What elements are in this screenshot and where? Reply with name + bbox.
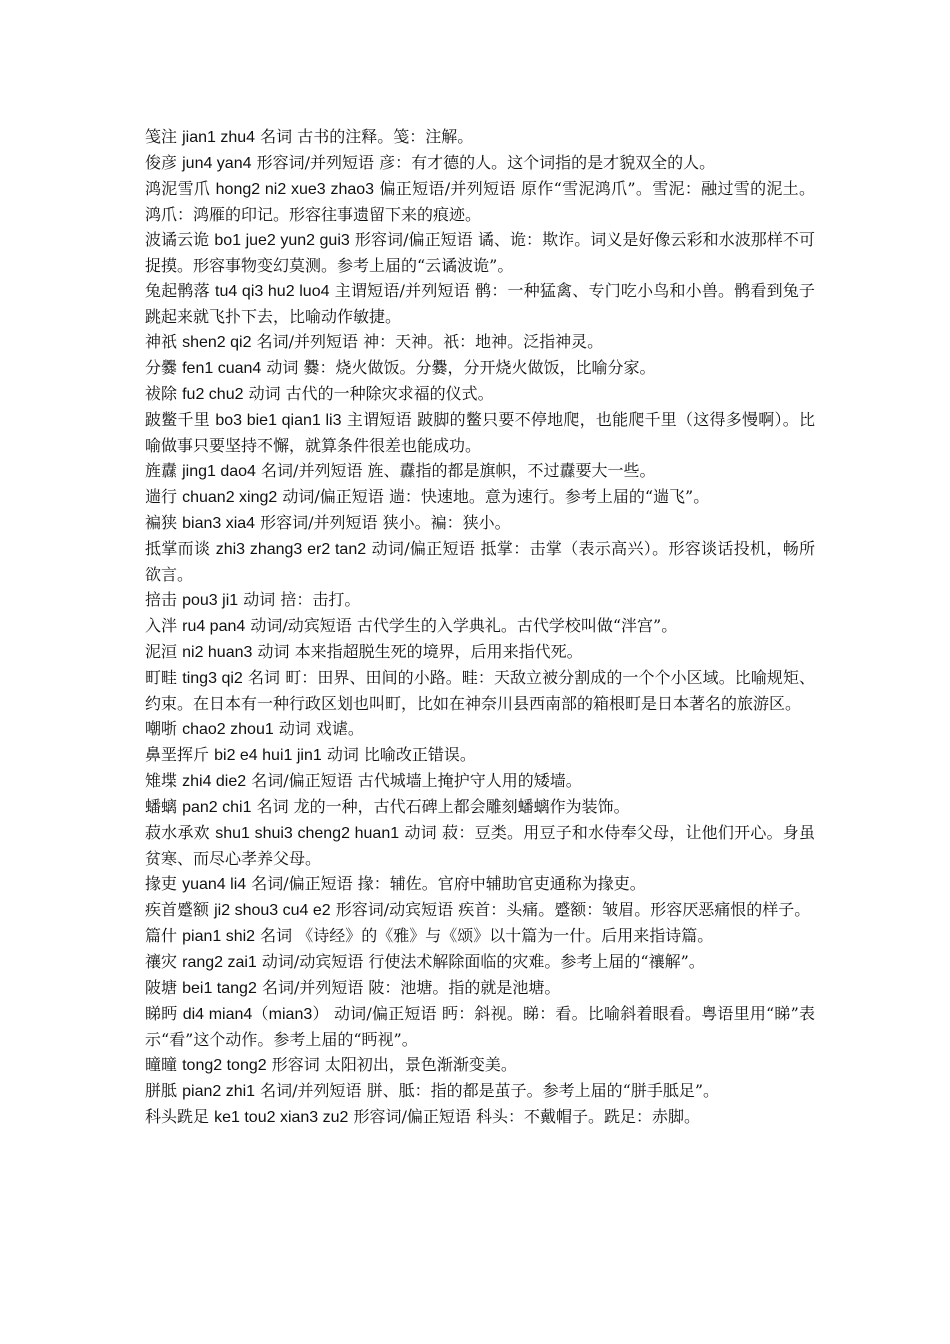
entry-pinyin: pan2 chi1 bbox=[182, 799, 252, 816]
entry-term: 科头跣足 bbox=[145, 1107, 210, 1126]
entry-definition: 形容词/动宾短语 疾首：头痛。蹙额：皱眉。形容厌恶痛恨的样子。 bbox=[335, 900, 811, 919]
entry-pinyin: shen2 qi2 bbox=[182, 334, 252, 351]
entry-definition: 名词 町：田界、田间的小路。畦：天敌立被分割成的一个个小区域。比喻规矩、约束。在日本有一种行政区划也叫町，比如在神奈川县西南部的箱根町是日本著名的旅游区。 bbox=[145, 668, 816, 713]
entry-term: 俊彦 bbox=[145, 153, 178, 172]
entry-term: 嘲哳 bbox=[145, 719, 178, 738]
glossary-entry bbox=[145, 1104, 815, 1130]
entry-definition: 形容词/并列短语 狭小。褊：狭小。 bbox=[260, 513, 511, 532]
entry-pinyin: tong2 tong2 bbox=[182, 1057, 267, 1074]
glossary-entry bbox=[145, 510, 815, 536]
entry-pinyin: tu4 qi3 hu2 luo4 bbox=[215, 283, 330, 300]
entry-pinyin: yuan4 li4 bbox=[182, 876, 247, 893]
entry-pinyin: chao2 zhou1 bbox=[182, 721, 274, 738]
entry-pinyin: chuan2 xing2 bbox=[182, 489, 278, 506]
entry-term: 篇什 bbox=[145, 926, 178, 945]
entry-pinyin: bei1 tang2 bbox=[182, 980, 257, 997]
glossary-entry bbox=[145, 278, 815, 329]
entry-pinyin: hong2 ni2 xue3 zhao3 bbox=[215, 181, 375, 198]
entry-term: 祓除 bbox=[145, 384, 178, 403]
entry-term: 鼻垩挥斤 bbox=[145, 745, 210, 764]
glossary-entry bbox=[145, 716, 815, 742]
glossary-entry bbox=[145, 975, 815, 1001]
glossary-entry bbox=[145, 355, 815, 381]
glossary-list bbox=[145, 124, 815, 1130]
glossary-entry bbox=[145, 794, 815, 820]
glossary-entry bbox=[145, 949, 815, 975]
entry-definition: 名词/并列短语 陂：池塘。指的就是池塘。 bbox=[261, 978, 561, 997]
entry-definition: 主谓短语/并列短语 鹘：一种猛禽、专门吃小鸟和小兽。鹘看到兔子跳起来就飞扑下去，比喻动作敏捷。 bbox=[145, 281, 815, 326]
entry-term: 波谲云诡 bbox=[145, 230, 210, 249]
entry-pinyin: bo1 jue2 yun2 gui3 bbox=[214, 232, 350, 249]
glossary-entry bbox=[145, 458, 815, 484]
entry-pinyin: bi2 e4 hui1 jin1 bbox=[214, 747, 322, 764]
entry-term: 町畦 bbox=[145, 668, 178, 687]
entry-definition: 动词/动宾短语 古代学生的入学典礼。古代学校叫做“泮宫”。 bbox=[250, 616, 678, 635]
entry-definition: 名词/偏正短语 古代城墙上掩护守人用的矮墙。 bbox=[251, 771, 582, 790]
entry-pinyin: pou3 ji1 bbox=[182, 592, 239, 609]
glossary-entry bbox=[145, 407, 815, 458]
entry-term: 泥洹 bbox=[145, 642, 178, 661]
entry-definition: 动词 菽：豆类。用豆子和水侍奉父母，让他们开心。身虽贫寒、而尽心孝养父母。 bbox=[145, 823, 815, 868]
entry-pinyin: ke1 tou2 xian3 zu2 bbox=[214, 1109, 349, 1126]
entry-term: 疾首蹙额 bbox=[145, 900, 210, 919]
entry-term: 入泮 bbox=[145, 616, 178, 635]
entry-definition: 名词/并列短语 胼、胝：指的都是茧子。参考上届的“胼手胝足”。 bbox=[260, 1081, 719, 1100]
glossary-entry bbox=[145, 1052, 815, 1078]
entry-pinyin: ru4 pan4 bbox=[182, 618, 246, 635]
entry-term: 陂塘 bbox=[145, 978, 178, 997]
entry-term: 掊击 bbox=[145, 590, 178, 609]
glossary-entry bbox=[145, 820, 815, 871]
entry-definition: 形容词 太阳初出，景色渐渐变美。 bbox=[271, 1055, 517, 1074]
glossary-entry bbox=[145, 665, 815, 716]
entry-pinyin: jun4 yan4 bbox=[182, 155, 252, 172]
entry-pinyin: jing1 dao4 bbox=[182, 463, 256, 480]
entry-pinyin: shu1 shui3 cheng2 huan1 bbox=[215, 825, 400, 842]
entry-term: 曈曈 bbox=[145, 1055, 178, 1074]
entry-pinyin: fu2 chu2 bbox=[182, 386, 244, 403]
entry-definition: 动词 爨：烧火做饭。分爨，分开烧火做饭，比喻分家。 bbox=[266, 358, 656, 377]
entry-pinyin: zhi3 zhang3 er2 tan2 bbox=[215, 541, 367, 558]
entry-definition: 名词 古书的注释。笺：注解。 bbox=[260, 127, 474, 146]
entry-pinyin: ting3 qi2 bbox=[182, 670, 243, 687]
glossary-entry bbox=[145, 150, 815, 176]
glossary-entry bbox=[145, 871, 815, 897]
entry-definition: 动词 戏谑。 bbox=[278, 719, 364, 738]
entry-definition: 名词 龙的一种，古代石碑上都会雕刻蟠螭作为装饰。 bbox=[256, 797, 630, 816]
entry-definition: 名词 《诗经》的《雅》与《颂》以十篇为一什。后用来指诗篇。 bbox=[260, 926, 714, 945]
entry-definition: 动词 本来指超脱生死的境界，后用来指代死。 bbox=[257, 642, 583, 661]
entry-term: 旌纛 bbox=[145, 461, 178, 480]
glossary-entry bbox=[145, 1078, 815, 1104]
entry-term: 蟠螭 bbox=[145, 797, 178, 816]
entry-definition: 名词/偏正短语 掾：辅佐。官府中辅助官吏通称为掾吏。 bbox=[251, 874, 646, 893]
entry-definition: 动词 比喻改正错误。 bbox=[326, 745, 476, 764]
entry-pinyin: zhi4 die2 bbox=[182, 773, 247, 790]
glossary-entry bbox=[145, 768, 815, 794]
entry-definition: 形容词/偏正短语 科头：不戴帽子。跣足：赤脚。 bbox=[353, 1107, 701, 1126]
glossary-entry bbox=[145, 536, 815, 587]
entry-pinyin: ni2 huan3 bbox=[182, 644, 253, 661]
entry-term: 神祇 bbox=[145, 332, 178, 351]
entry-term: 鸿泥雪爪 bbox=[145, 179, 211, 198]
entry-pinyin: fen1 cuan4 bbox=[182, 360, 262, 377]
entry-pinyin: jian1 zhu4 bbox=[182, 129, 256, 146]
entry-pinyin: pian1 shi2 bbox=[182, 928, 256, 945]
entry-pinyin: rang2 zai1 bbox=[182, 954, 257, 971]
entry-term: 兔起鹘落 bbox=[145, 281, 210, 300]
glossary-entry bbox=[145, 639, 815, 665]
glossary-entry bbox=[145, 587, 815, 613]
glossary-entry bbox=[145, 613, 815, 639]
entry-term: 菽水承欢 bbox=[145, 823, 210, 842]
glossary-entry bbox=[145, 329, 815, 355]
entry-term: 胼胝 bbox=[145, 1081, 178, 1100]
entry-term: 分爨 bbox=[145, 358, 178, 377]
entry-definition: 动词/动宾短语 行使法术解除面临的灾难。参考上届的“禳解”。 bbox=[261, 952, 705, 971]
entry-pinyin: bian3 xia4 bbox=[182, 515, 256, 532]
glossary-entry bbox=[145, 124, 815, 150]
entry-term: 睇眄 bbox=[145, 1004, 178, 1023]
glossary-entry bbox=[145, 176, 815, 227]
entry-definition: 形容词/并列短语 彦：有才德的人。这个词指的是才貌双全的人。 bbox=[256, 153, 716, 172]
entry-definition: 动词/偏正短语 眄：斜视。睇：看。比喻斜着眼看。粤语里用“睇”表示“看”这个动作。参考上届的“眄视”。 bbox=[145, 1004, 815, 1049]
entry-term: 遄行 bbox=[145, 487, 178, 506]
entry-pinyin: pian2 zhi1 bbox=[182, 1083, 256, 1100]
entry-pinyin: ji2 shou3 cu4 e2 bbox=[214, 902, 331, 919]
glossary-entry bbox=[145, 484, 815, 510]
entry-definition: 动词/偏正短语 抵掌：击掌（表示高兴）。形容谈话投机，畅所欲言。 bbox=[145, 539, 816, 584]
glossary-entry bbox=[145, 742, 815, 768]
glossary-entry bbox=[145, 923, 815, 949]
entry-term: 掾吏 bbox=[145, 874, 178, 893]
glossary-entry bbox=[145, 227, 815, 278]
entry-definition: 主谓短语 跛脚的鳖只要不停地爬，也能爬千里（这得多慢啊）。比喻做事只要坚持不懈，就算条件很差也能成功。 bbox=[145, 410, 816, 455]
glossary-entry bbox=[145, 1001, 815, 1052]
entry-definition: 形容词/偏正短语 谲、诡：欺诈。词义是好像云彩和水波那样不可捉摸。形容事物变幻莫测。参考上届的“云谲波诡”。 bbox=[145, 230, 815, 275]
entry-definition: 动词 掊：击打。 bbox=[243, 590, 361, 609]
entry-term: 抵掌而谈 bbox=[145, 539, 211, 558]
entry-definition: 动词 古代的一种除灾求福的仪式。 bbox=[248, 384, 494, 403]
entry-term: 跛鳖千里 bbox=[145, 410, 210, 429]
entry-definition: 动词/偏正短语 遄：快速地。意为速行。参考上届的“遄飞”。 bbox=[282, 487, 710, 506]
entry-definition: 名词/并列短语 神：天神。祇：地神。泛指神灵。 bbox=[256, 332, 604, 351]
glossary-entry bbox=[145, 381, 815, 407]
entry-term: 笺注 bbox=[145, 127, 178, 146]
entry-pinyin: di4 mian4（mian3） bbox=[182, 1006, 329, 1023]
entry-pinyin: bo3 bie1 qian1 li3 bbox=[215, 412, 342, 429]
glossary-entry bbox=[145, 897, 815, 923]
entry-definition: 偏正短语/并列短语 原作“雪泥鸿爪”。雪泥：融过雪的泥土。鸿爪：鸿雁的印记。形容往事遗留下来的痕迹。 bbox=[145, 179, 815, 224]
entry-term: 褊狭 bbox=[145, 513, 178, 532]
entry-definition: 名词/并列短语 旌、纛指的都是旗帜，不过纛要大一些。 bbox=[261, 461, 656, 480]
entry-term: 禳灾 bbox=[145, 952, 178, 971]
entry-term: 雉堞 bbox=[145, 771, 178, 790]
